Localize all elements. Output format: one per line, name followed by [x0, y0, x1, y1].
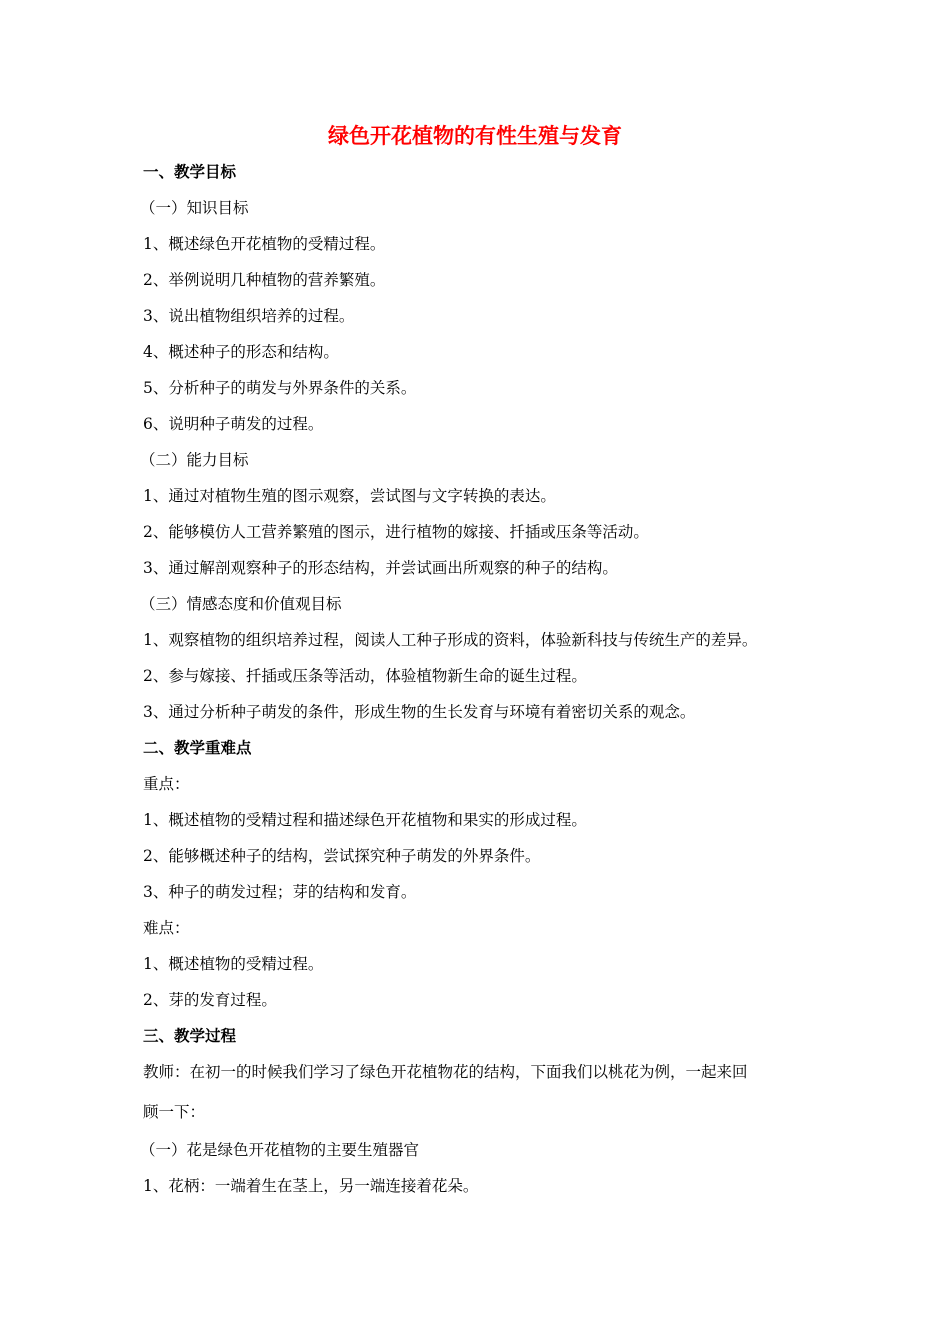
list-item: 4、概述种子的形态和结构。	[143, 343, 339, 361]
subsection-heading: （一）知识目标	[140, 199, 249, 217]
section-heading: 三、教学过程	[143, 1027, 237, 1045]
list-item: 1、通过对植物生殖的图示观察，尝试图与文字转换的表达。	[143, 487, 556, 505]
list-item: 3、通过解剖观察种子的形态结构，并尝试画出所观察的种子的结构。	[143, 559, 618, 577]
list-item: 2、能够概述种子的结构，尝试探究种子萌发的外界条件。	[143, 847, 541, 865]
list-item: 3、说出植物组织培养的过程。	[143, 307, 355, 325]
paragraph-line: 教师：在初一的时候我们学习了绿色开花植物花的结构，下面我们以桃花为例，一起来回	[143, 1063, 748, 1081]
list-item: 2、举例说明几种植物的营养繁殖。	[143, 271, 386, 289]
list-item: 1、概述植物的受精过程。	[143, 955, 324, 973]
list-item: 2、能够模仿人工营养繁殖的图示，进行植物的嫁接、扦插或压条等活动。	[143, 523, 649, 541]
section-heading: 二、教学重难点	[143, 739, 252, 757]
document-title: 绿色开花植物的有性生殖与发育	[328, 124, 622, 148]
list-item: 2、参与嫁接、扦插或压条等活动，体验植物新生命的诞生过程。	[143, 667, 587, 685]
paragraph-line: 顾一下：	[143, 1103, 206, 1121]
list-item: 1、观察植物的组织培养过程，阅读人工种子形成的资料，体验新科技与传统生产的差异。	[143, 631, 758, 649]
subsection-heading: （三）情感态度和价值观目标	[140, 595, 342, 613]
section-heading: 一、教学目标	[143, 163, 237, 181]
list-item: 3、通过分析种子萌发的条件，形成生物的生长发育与环境有着密切关系的观念。	[143, 703, 696, 721]
list-item: 1、花柄：一端着生在茎上，另一端连接着花朵。	[143, 1177, 479, 1195]
list-item: 2、芽的发育过程。	[143, 991, 277, 1009]
list-item: 5、分析种子的萌发与外界条件的关系。	[143, 379, 417, 397]
list-item: 1、概述植物的受精过程和描述绿色开花植物和果实的形成过程。	[143, 811, 587, 829]
list-item: 1、概述绿色开花植物的受精过程。	[143, 235, 386, 253]
label-text: 重点：	[143, 775, 190, 793]
label-text: 难点：	[143, 919, 190, 937]
list-item: 6、说明种子萌发的过程。	[143, 415, 324, 433]
subsection-heading: （二）能力目标	[140, 451, 249, 469]
subsection-heading: （一）花是绿色开花植物的主要生殖器官	[140, 1141, 420, 1159]
list-item: 3、种子的萌发过程；芽的结构和发育。	[143, 883, 417, 901]
